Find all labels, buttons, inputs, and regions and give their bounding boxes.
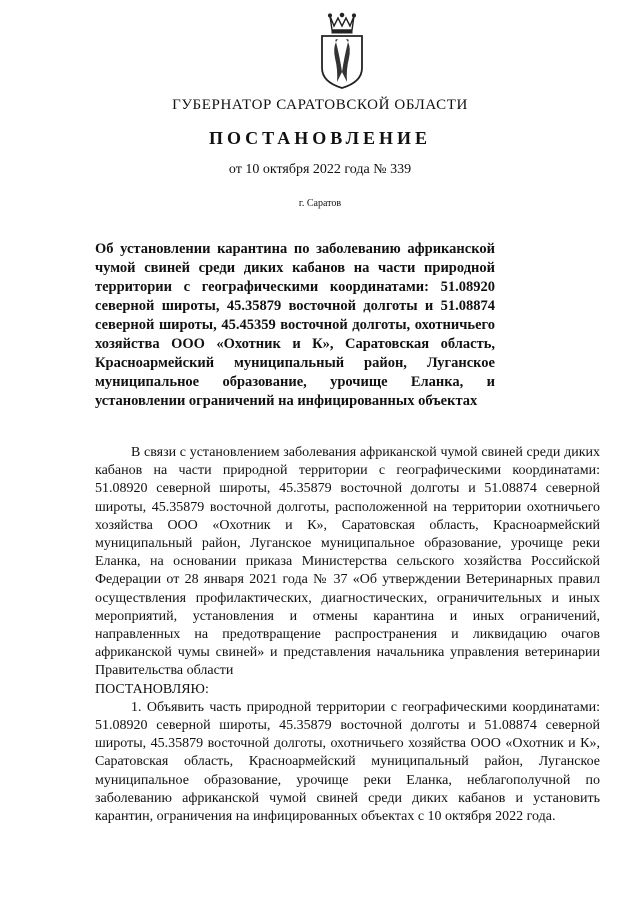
decree-word: ПОСТАНОВЛЯЮ:: [95, 681, 209, 697]
document-title: Об установлении карантина по заболеванию африканской чумой свиней среди диких кабанов на части природной территории с географическими координатами: 51.08920 северной широты, 45.35879 восточной долготы и 51.08874 северной широты, 45.45359 восточной долготы, охотничьего хозяйства ООО «Охотник и К», Саратовская область, Красноармейский муниципальный район, Луганское муниципальное образование, урочище Еланка, и установлении ограничений на инфицированных объектах: [95, 241, 495, 409]
shield-icon: [322, 36, 362, 88]
document-body: [95, 444, 600, 826]
sterlet-icon: [334, 39, 350, 82]
crown-icon: [328, 13, 355, 33]
item-1-paragraph: 1. Объявить часть природной территории с географическими координатами: 51.08920 северной широты, 45.35879 восточной долготы и 51.08874 северной широты, 45.35879 восточной долготы, охотничьего хозяйства ООО «Охотник и К», Саратовская область, Красноармейский муниципальный район, Луганское муниципальное образование, урочище реки Еланка, неблагополучной по заболеванию африканской чумой свиней среди диких кабанов и установить карантин, ограничения на инфицированных объектах с 10 октября 2022 года.: [95, 699, 600, 825]
preamble-paragraph: В связи с установлением заболевания африканской чумой свиней среди диких кабанов на части природной территории с географическими координатами: 51.08920 северной широты, 45.35879 восточной долготы и 51.08874 северной широты, 45.35879 восточной долготы, расположенной на территории охотничьего хозяйства ООО «Охотник и К», Саратовская область, Красноармейский муниципальный район, Луганское муниципальное образование, урочище реки Еланка, на основании приказа Министерства сельского хозяйства Российской Федерации от 28 января 2021 года № 37 «Об утверждении Ветеринарных правил осуществления профилактических, диагностических, ограничительных и иных мероприятий, установления и отмены карантина и иных ограничений, направленных на предотвращение распространения и ликвидацию очагов африканской чумы свиней» и представления начальника управления ветеринарии Правительства области: [95, 445, 600, 679]
issue-city: г. Саратов: [298, 198, 342, 209]
document-date-number: от 10 октября 2022 года № 339: [228, 162, 412, 177]
document-type-heading: ПОСТАНОВЛЕНИЕ: [208, 128, 432, 148]
issuing-authority: ГУБЕРНАТОР САРАТОВСКОЙ ОБЛАСТИ: [172, 97, 468, 113]
coat-of-arms-emblem: [318, 12, 366, 90]
